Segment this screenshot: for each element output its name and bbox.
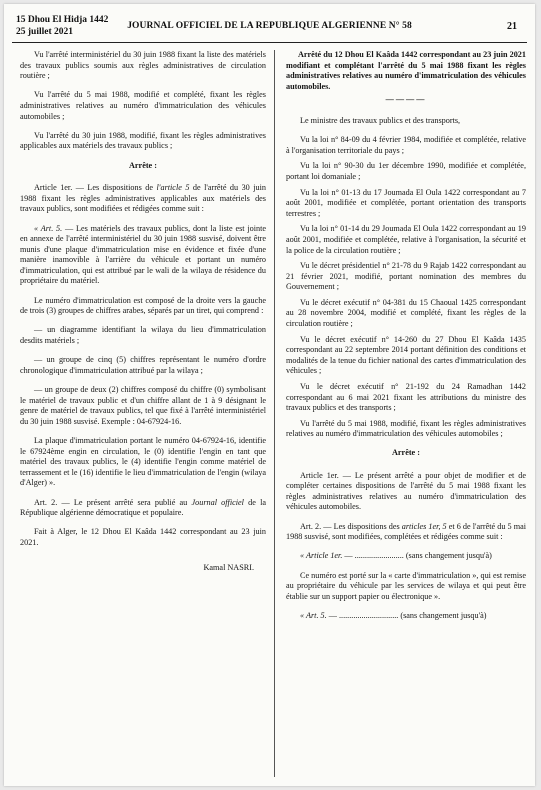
page-header [12, 14, 527, 43]
journal-title: JOURNAL OFFICIEL DE LA REPUBLIQUE ALGERIENNE N° 58 [127, 21, 412, 31]
left-vu-1: Vu l'arrêté interministériel du 30 juin 1988 fixant la liste des matériels des travaux publics soumis aux règles administratives de circulation routière ; [20, 50, 266, 81]
left-vu-2: Vu l'arrêté du 5 mai 1988, modifié et complété, fixant les règles administratives relatives au numéro d'immatriculation des véhicules automobiles ; [20, 90, 266, 121]
left-item-two-digits: — un groupe de deux (2) chiffres composé du chiffre (0) symbolisant le matériel de travaux public et d'un chiffre allant de 1 à 9 désignant le genre de matériel de travaux publics, tel que fixé à l'arrêté interministériel du 30 juin 1988 susvisé. Exemple : 04-67924-16. [20, 385, 266, 426]
left-article-1: Article 1er. — Les dispositions de l'article 5 de l'arrêté du 30 juin 1988 fixant les règles administratives applicables aux matériels des travaux publics, sont modifiées et rédigées comme suit : [20, 183, 266, 214]
right-vu-1: Vu la loi n° 84-09 du 4 février 1984, modifiée et complétée, relative à l'organisation territoriale du pays ; [286, 135, 526, 155]
right-article-5-unchanged: « Art. 5. — ............................. (sans changement jusqu'à) [300, 610, 487, 620]
right-article-1er-unchanged: « Article 1er. — ........................ (sans changement jusqu'à) [300, 551, 492, 561]
left-article-2: Art. 2. — Le présent arrêté sera publié au Journal officiel de la République algérienne démocratique et populaire. [20, 497, 266, 518]
right-article-2: Art. 2. — Les dispositions des articles 1er, 5 et 6 de l'arrêté du 5 mai 1988 susvisé, sont modifiées, complétées et rédigées comme suit : [286, 521, 526, 542]
left-signature: Kamal NASRI. [203, 562, 254, 572]
left-vu-3: Vu l'arrêté du 30 juin 1988, modifié, fixant les règles administratives applicables aux matériels des travaux publics ; [20, 130, 266, 151]
right-vu-9: Vu l'arrêté du 5 mai 1988, modifié, fixant les règles administratives relatives au numéro d'immatriculation des véhicules automobiles ; [286, 418, 526, 439]
left-plate-example: La plaque d'immatriculation portant le numéro 04-67924-16, identifie le 67924ème engin en circulation, le (0) identifie l'engin en tant que matériel des travaux publics, le (4) identifie l'engin comme matériel de terrassement et le (16) identifie le lieu d'immatriculation de l'engin (wilaya d'Alger) ». [20, 435, 266, 488]
right-vu-2: Vu la loi n° 90-30 du 1er décembre 1990, modifiée et complétée, portant loi domaniale ; [286, 161, 526, 181]
right-vu-6: Vu le décret exécutif n° 04-381 du 15 Chaoual 1425 correspondant au 28 novembre 2004, modifié et complété, fixant les règles de la circulation routière ; [286, 297, 526, 329]
right-carte-immatriculation: Ce numéro est porté sur la « carte d'immatriculation », qui est remise au propriétaire du véhicule par les services de wilaya et qui peut être établie sur un support papier ou électronique ». [286, 570, 526, 601]
header-date-gregorian: 25 juillet 2021 [16, 27, 73, 37]
left-column [20, 50, 266, 582]
right-article-1: Article 1er. — Le présent arrêté a pour objet de modifier et de compléter certaines dispositions de l'arrêté du 5 mai 1988 fixant les règles administratives relatives au numéro d'immatriculation des véhicules automobiles. [286, 470, 526, 512]
left-number-composition: Le numéro d'immatriculation est composé de la droite vers la gauche de trois (3) groupes de chiffres arabes, séparés par un tiret, qui comprend : [20, 295, 266, 316]
left-fait-a-alger: Fait à Alger, le 12 Dhou El Kaâda 1442 correspondant au 23 juin 2021. [20, 527, 266, 547]
left-item-five-digits: — un groupe de cinq (5) chiffres représentant le numéro d'ordre chronologique d'immatriculation attribué par la wilaya ; [20, 355, 266, 375]
title-separator: ———— [385, 95, 427, 105]
right-vu-7: Vu le décret exécutif n° 14-260 du 27 Dhou El Kaâda 1435 correspondant au 22 septembre 2014 portant définition des conditions et modalités de la tenue du fichier national des cartes d'immatriculation des véhicules ; [286, 334, 526, 376]
right-vu-4: Vu la loi n° 01-14 du 29 Joumada El Oula 1422 correspondant au 19 août 2001, modifiée et complétée, relative à l'organisation, la sécurité et la police de la circulation routière ; [286, 224, 526, 255]
column-divider [274, 50, 275, 777]
right-minister: Le ministre des travaux publics et des transports, [300, 115, 461, 125]
right-vu-8: Vu le décret exécutif n° 21-192 du 24 Ramadhan 1442 correspondant au 6 mai 2021 fixant les attributions du ministre des travaux publics et des transports ; [286, 382, 526, 413]
right-vu-3: Vu la loi n° 01-13 du 17 Joumada El Oula 1422 correspondant au 7 août 2001, modifiée et complétée, portant orientation des transports terrestres ; [286, 187, 526, 218]
left-arrete-heading: Arrête : [129, 160, 157, 170]
header-date-hijri: 15 Dhou El Hidja 1442 [16, 15, 109, 25]
page-number: 21 [507, 21, 517, 32]
right-decree-title: Arrêté du 12 Dhou El Kaâda 1442 correspondant au 23 juin 2021 modifiant et complétant l'arrêté du 5 mai 1988 fixant les règles administratives relatives au numéro d'immatriculation des véhicules automobiles. [286, 50, 526, 91]
right-vu-5: Vu le décret présidentiel n° 21-78 du 9 Rajab 1422 correspondant au 21 février 2021, modifié, portant nomination des membres du Gouvernement ; [286, 261, 526, 292]
journal-page [4, 4, 535, 786]
right-column [286, 50, 526, 630]
left-item-diagram: — un diagramme identifiant la wilaya du lieu d'immatriculation desdits matériels ; [20, 325, 266, 346]
left-article-5: « Art. 5. — Les matériels des travaux publics, dont la liste est jointe en annexe de l'arrêté interministériel du 30 juin 1988 susvisé, doivent être munis d'une plaque d'immatriculation mise en évidence et fixée d'une manière inamovible à l'arrière du véhicule et portant un numéro d'immatriculation, qui est attribué par le wali de la wilaya de résidence du propriétaire du matériel. [20, 223, 266, 286]
right-arrete-heading: Arrête : [392, 448, 420, 457]
